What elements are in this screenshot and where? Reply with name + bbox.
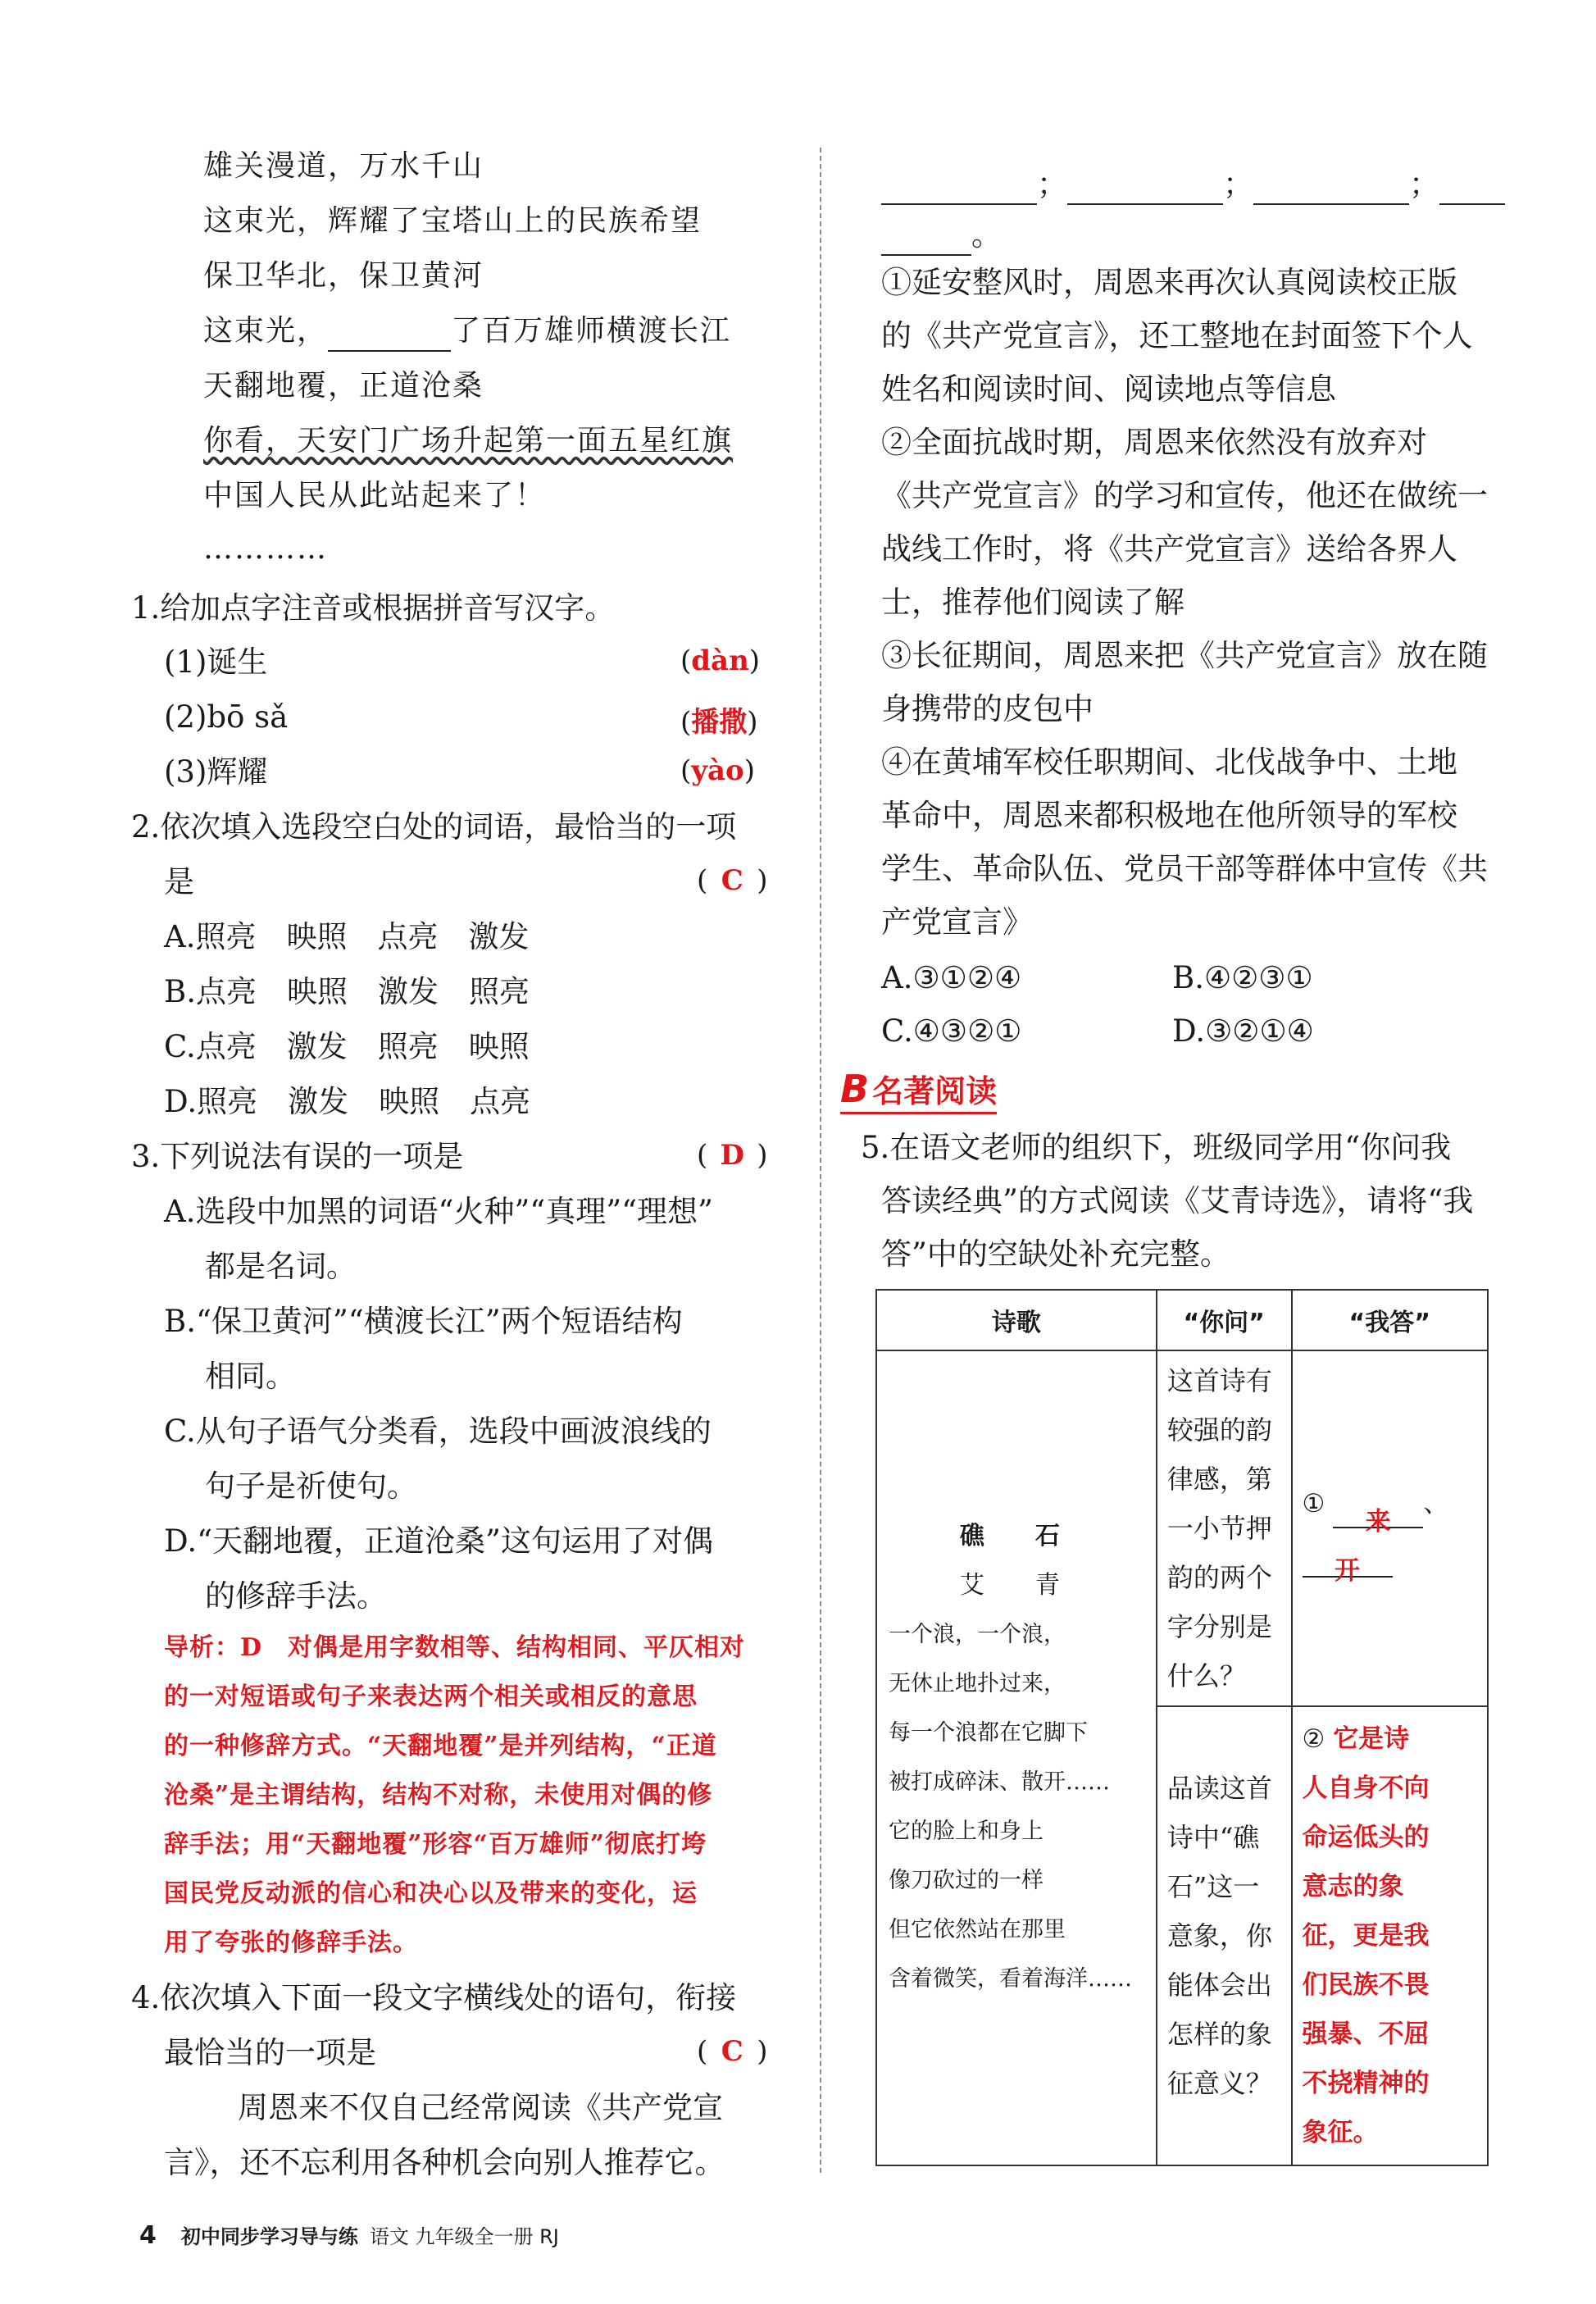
q4-statement-line: 产党宣言》: [881, 904, 1033, 940]
q3-analysis-line: 用了夸张的修辞手法。: [164, 1928, 418, 1957]
q1-answer-3: (yào): [680, 754, 755, 787]
ask-line: 这首诗有: [1166, 1365, 1272, 1396]
q4-passage: 周恩来不仅自己经常阅读《共产党宣: [238, 2090, 723, 2125]
reply-cell-1: [1292, 1350, 1488, 1706]
ask-line: 韵的两个: [1166, 1562, 1272, 1593]
book-subject: 语文 九年级全一册 RJ: [369, 2225, 559, 2248]
poem-line: 中国人民从此站起来了！: [203, 479, 547, 512]
reply-cell-2: [1292, 1706, 1488, 2165]
q5-stem: 5.在语文老师的组织下，班级同学用“你问我: [861, 1130, 1452, 1165]
q4-statement-line: ②全面抗战时期，周恩来依然没有放弃对: [881, 425, 1427, 460]
blank-line: [1067, 174, 1223, 205]
q3-analysis-line: 沧桑”是主谓结构，结构不对称，未使用对偶的修: [164, 1781, 713, 1810]
poem-cell: [876, 1350, 1157, 2165]
ask-cell-1: [1157, 1350, 1292, 1706]
section-title: 名著阅读: [872, 1073, 998, 1109]
q2-stem: 2.依次填入选段空白处的词语，最恰当的一项: [131, 809, 737, 845]
blank-line: [881, 225, 971, 256]
q4-passage-cont: 言》，还不忘利用各种机会向别人推荐它。: [164, 2145, 725, 2180]
poem-line: 无休止地扑过来，: [889, 1671, 1066, 1696]
q4-stem: 4.依次填入下面一段文字横线处的语句，衔接: [131, 1980, 737, 2015]
header-reply: “我答”: [1292, 1290, 1488, 1350]
book-title: 初中同步学习导与练: [180, 2225, 358, 2248]
q2-option-b: B.点亮 映照 激发 照亮: [164, 974, 530, 1009]
ask-line: 征意义？: [1166, 2068, 1272, 2099]
table-row: [876, 1350, 1488, 1706]
section-b-heading: [840, 1066, 997, 1111]
table-header-row: [876, 1290, 1488, 1350]
poem-line: 天翻地覆，正道沧桑: [203, 369, 484, 403]
reply2-line: 象征。: [1302, 2118, 1379, 2147]
reply2-line: 强暴、不屈: [1302, 2019, 1430, 2049]
q3-analysis-line: 辞手法；用“天翻地覆”形容“百万雄师”彻底打垮: [164, 1830, 707, 1859]
ask-line: 石”这一: [1166, 1871, 1260, 1902]
q3-answer: ( D ): [697, 1139, 768, 1172]
q2-stem-cont: 是: [164, 864, 194, 899]
poem-line: 每一个浪都在它脚下: [889, 1720, 1088, 1746]
blank-line: [881, 174, 1037, 205]
q4-blanks-row: ； ； ；: [881, 164, 1505, 205]
q3-stem: 3.下列说法有误的一项是: [131, 1139, 464, 1174]
page-number: 4: [139, 2221, 157, 2250]
q2-answer: ( C ): [697, 864, 768, 897]
q4-statement-line: 学生、革命队伍、党员干部等群体中宣传《共: [881, 851, 1488, 886]
ask-line: 能体会出: [1166, 1969, 1272, 2001]
poem-line: 它的脸上和身上: [889, 1819, 1044, 1844]
q1-item-2: (2)bō sǎ: [164, 699, 289, 735]
q4-option-b: B.④②③①: [1172, 960, 1313, 995]
q3-option-a: A.选段中加黑的词语“火种”“真理”“理想”: [164, 1194, 713, 1229]
section-letter: B: [840, 1067, 870, 1111]
q1-item-1: (1)诞生: [164, 644, 268, 680]
q3-option-d: D.“天翻地覆，正道沧桑”这句运用了对偶: [164, 1523, 713, 1559]
ask-cell-2: [1157, 1706, 1292, 2165]
ask-line: 字分别是: [1166, 1611, 1272, 1642]
q4-statement-line: ④在黄埔军校任职期间、北伐战争中、土地: [881, 744, 1457, 780]
reply2-line: ② 它是诗: [1302, 1724, 1410, 1754]
poem-line: 保卫华北，保卫黄河: [203, 259, 484, 293]
ask-line: 诗中“礁: [1166, 1822, 1260, 1853]
q3-analysis-line: 导析：D 对偶是用字数相等、结构相同、平仄相对: [164, 1633, 746, 1662]
blank-line: [1253, 174, 1409, 205]
q3-analysis-line: 国民党反动派的信心和决心以及带来的变化，运: [164, 1879, 698, 1908]
column-divider: [820, 148, 821, 2173]
reply1-answer-b: 开: [1303, 1546, 1393, 1578]
q3-option-b-cont: 相同。: [205, 1359, 296, 1394]
section-underline: [840, 1112, 997, 1114]
ask-line: 意象，你: [1166, 1920, 1272, 1951]
poem-line: 一个浪，一个浪，: [889, 1622, 1066, 1647]
poem-line: 像刀砍过的一样: [889, 1868, 1044, 1893]
q3-analysis-line: 的一种修辞方式。“天翻地覆”是并列结构，“正道: [164, 1732, 717, 1760]
q4-option-d: D.③②①④: [1172, 1013, 1314, 1049]
header-poem: 诗歌: [876, 1290, 1157, 1350]
q4-statement-line: 革命中，周恩来都积极地在他所领导的军校: [881, 798, 1457, 833]
q4-statement-line: 身携带的皮包中: [881, 691, 1094, 726]
q4-statement-line: 《共产党宣言》的学习和宣传，他还在做统一: [881, 478, 1488, 513]
poem-line: 含着微笑，看着海洋……: [889, 1966, 1132, 1992]
q1-answer-2: (播撒): [680, 706, 758, 739]
q4-statement-line: 战线工作时，将《共产党宣言》送给各界人: [881, 531, 1457, 567]
q3-option-c-cont: 句子是祈使句。: [205, 1468, 417, 1504]
q2-option-a: A.照亮 映照 点亮 激发: [164, 919, 530, 954]
q4-statement-line: ①延安整风时，周恩来再次认真阅读校正版: [881, 265, 1457, 300]
q4-option-c: C.④③②①: [881, 1013, 1022, 1049]
q1-item-3: (3)辉耀: [164, 754, 268, 790]
q5-stem-cont: 答”中的空缺处补充完整。: [881, 1236, 1230, 1272]
ask-line: 较强的韵: [1166, 1414, 1272, 1446]
poem-line-wavy: 你看，天安门广场升起第一面五星红旗: [203, 424, 734, 458]
blank-line: [1439, 174, 1505, 205]
ask-line: 品读这首: [1166, 1773, 1272, 1804]
reply2-line: 不挠精神的: [1302, 2069, 1430, 2098]
q3-option-a-cont: 都是名词。: [205, 1249, 357, 1284]
poem-ellipsis: …………: [203, 532, 328, 566]
q3-option-c: C.从句子语气分类看，选段中画波浪线的: [164, 1414, 712, 1449]
reply2-line: 人自身不向: [1302, 1774, 1430, 1803]
q4-option-a: A.③①②④: [881, 960, 1022, 995]
q1-answer-1: (dàn): [680, 644, 761, 677]
blank-line: [328, 321, 451, 352]
q5-stem-cont: 答读经典”的方式阅读《艾青诗选》，请将“我: [881, 1183, 1474, 1218]
reply1-line: ① 来、: [1302, 1489, 1449, 1537]
q4-statement-line: 的《共产党宣言》，还工整地在封面签下个人: [881, 318, 1473, 353]
reply2-line: 意志的象: [1302, 1872, 1404, 1901]
q5-table: [875, 1289, 1489, 2166]
ask-line: 律感，第: [1166, 1464, 1272, 1495]
reply2-line: 们民族不畏: [1302, 1970, 1430, 2000]
q3-option-d-cont: 的修辞手法。: [205, 1578, 387, 1614]
poem-author: 艾 青: [959, 1571, 1073, 1600]
reply1-line-2: [1303, 1528, 1477, 1586]
q4-stem-cont: 最恰当的一项是: [164, 2035, 376, 2070]
q4-statement-line: ③长征期间，周恩来把《共产党宣言》放在随: [881, 638, 1488, 673]
q4-statement-line: 士，推荐他们阅读了解: [881, 585, 1184, 620]
poem-line: 但它依然站在那里: [889, 1917, 1066, 1942]
ask-line: 一小节押: [1166, 1513, 1272, 1544]
q4-answer: ( C ): [697, 2035, 768, 2068]
poem-title: 礁 石: [959, 1522, 1073, 1550]
poem-line: 被打成碎沫、散开……: [889, 1769, 1110, 1795]
reply2-line: 征，更是我: [1302, 1921, 1430, 1951]
poem-line-with-blank: 这束光， 了百万雄师横渡长江: [203, 311, 731, 352]
reply2-line: 命运低头的: [1302, 1823, 1430, 1852]
q3-analysis-line: 的一对短语或句子来表达两个相关或相反的意思: [164, 1682, 698, 1711]
q4-blanks-row-end: 。: [881, 215, 1002, 256]
page-footer: [139, 2220, 559, 2250]
q3-option-b: B.“保卫黄河”“横渡长江”两个短语结构: [164, 1304, 683, 1339]
q1-stem: 1.给加点字注音或根据拼音写汉字。: [131, 590, 616, 626]
header-ask: “你问”: [1157, 1290, 1292, 1350]
reply1-answer-a: 来: [1333, 1497, 1423, 1528]
ask-line: 怎样的象: [1166, 2019, 1272, 2050]
q2-option-c: C.点亮 激发 照亮 映照: [164, 1029, 530, 1064]
q4-statement-line: 姓名和阅读时间、阅读地点等信息: [881, 371, 1336, 407]
poem-line: 这束光，辉耀了宝塔山上的民族希望: [203, 204, 703, 238]
ask-line: 什么？: [1166, 1660, 1246, 1692]
q2-option-d: D.照亮 激发 映照 点亮: [164, 1084, 531, 1119]
poem-line: 雄关漫道，万水千山: [203, 149, 484, 183]
